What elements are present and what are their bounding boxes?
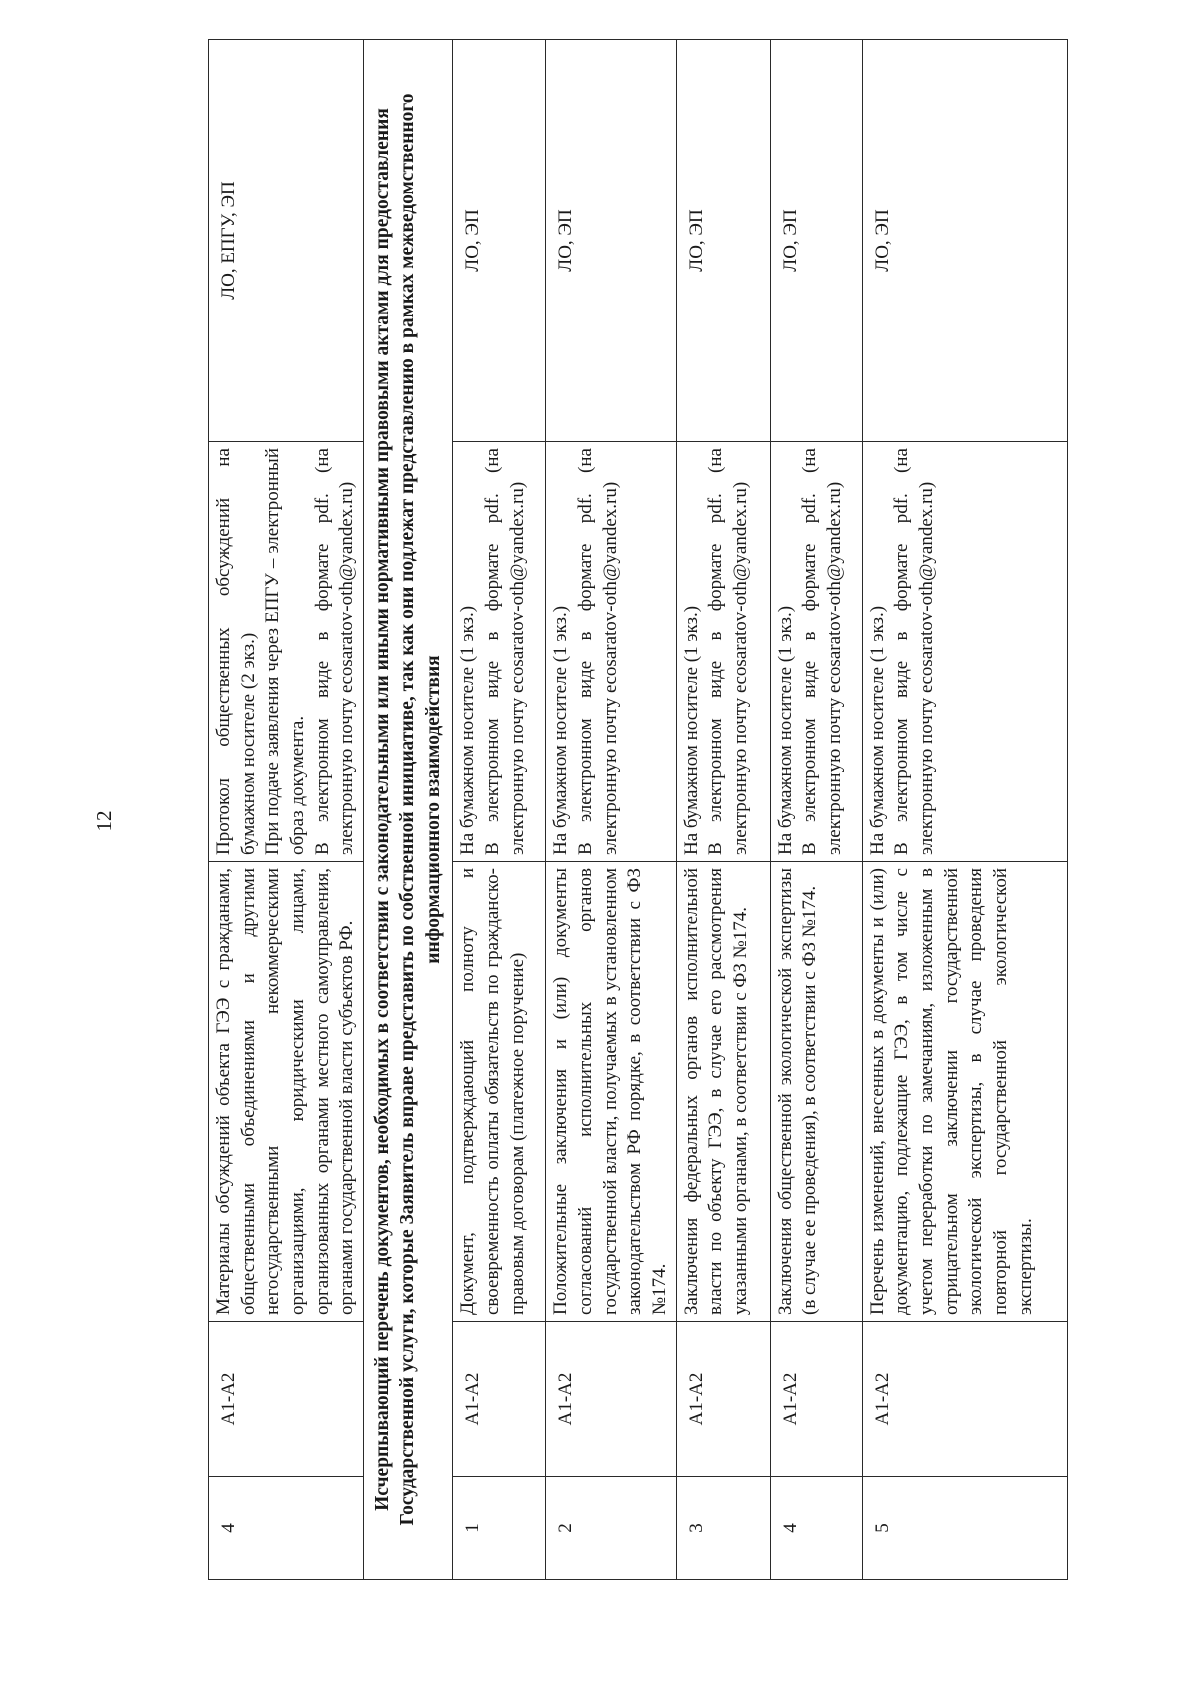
page-number: 12	[92, 810, 116, 832]
table-row	[453, 40, 546, 1580]
submission-format: ЛО, ЭП	[676, 40, 770, 442]
table-row-top	[209, 40, 364, 1580]
section-heading: Исчерпывающий перечень документов, необходимых в соответствии с законодательными или иными нормативными правовыми актами для предоставления Государственной услуги, которые Заявитель вправе представить по собственной инициативе, так как они подлежат представлению в рамках межведомственного информационного взаимодействия	[364, 40, 453, 1580]
document-requirements	[209, 442, 364, 862]
row-code: А1-А2	[676, 1322, 770, 1477]
rotated-page-content	[208, 40, 1068, 1580]
requirement-line: В электронном виде в формате pdf. (на электронную почту ecosaratov-oth@yandex.ru)	[311, 448, 358, 855]
row-code: А1-А2	[209, 1322, 364, 1477]
submission-format: ЛО, ЭП	[453, 40, 546, 442]
table-row	[676, 40, 770, 1580]
row-number: 2	[546, 1477, 676, 1580]
requirement-line: На бумажном носителе (1 экз.)	[550, 605, 572, 855]
table-row	[770, 40, 862, 1580]
row-code: А1-А2	[862, 1322, 1067, 1477]
requirement-line: В электронном виде в формате pdf. (на электронную почту ecosaratov-oth@yandex.ru)	[481, 448, 528, 855]
row-code: А1-А2	[770, 1322, 862, 1477]
requirement-line: На бумажном носителе (1 экз.)	[774, 605, 796, 855]
submission-format: ЛО, ЕПГУ, ЭП	[209, 40, 364, 442]
requirement-line: На бумажном носителе (1 экз.)	[866, 605, 888, 855]
document-requirements	[862, 442, 1067, 862]
row-code: А1-А2	[453, 1322, 546, 1477]
requirement-line: В электронном виде в формате pdf. (на электронную почту ecosaratov-oth@yandex.ru)	[799, 448, 845, 855]
row-number: 4	[209, 1477, 364, 1580]
row-number: 4	[770, 1477, 862, 1580]
document-requirements	[770, 442, 862, 862]
submission-format: ЛО, ЭП	[770, 40, 862, 442]
document-name: Документ, подтверждающий полноту и своевременность оплаты обязательств по гражданско-правовым договорам (платежное поручение)	[453, 862, 546, 1322]
table-row	[546, 40, 676, 1580]
row-number: 1	[453, 1477, 546, 1580]
document-name: Заключения федеральных органов исполнительной власти по объекту ГЭЭ, в случае его рассмотрения указанными органами, в соответствии с ФЗ №174.	[676, 862, 770, 1322]
requirement-line: На бумажном носителе (1 экз.)	[457, 605, 479, 855]
document-requirements	[676, 442, 770, 862]
requirement-line: В электронном виде в формате pdf. (на электронную почту ecosaratov-oth@yandex.ru)	[891, 448, 937, 855]
document-requirements	[453, 442, 546, 862]
requirement-line: При подаче заявления через ЕПГУ – электронный образ документа.	[262, 448, 309, 855]
row-number: 3	[676, 1477, 770, 1580]
requirement-line: Протокол общественных обсуждений на бумажном носителе (2 экз.)	[213, 448, 259, 855]
submission-format: ЛО, ЭП	[546, 40, 676, 442]
submission-format: ЛО, ЭП	[862, 40, 1067, 442]
table-row	[862, 40, 1067, 1580]
document-name: Материалы обсуждений объекта ГЭЭ с гражданами, общественными объединениями и другими негосударственными некоммерческими организациями, юридическими лицами, организованных органами местного самоуправления, органами государственной власти субъектов РФ.	[209, 862, 364, 1322]
section-heading-row	[364, 40, 453, 1580]
document-name: Положительные заключения и (или) документы согласований исполнительных органов государственной власти, получаемых в установленном законодательством РФ порядке, в соответствии с ФЗ №174.	[546, 862, 676, 1322]
row-code: А1-А2	[546, 1322, 676, 1477]
document-name: Заключения общественной экологической экспертизы (в случае ее проведения), в соответствии с ФЗ №174.	[770, 862, 862, 1322]
documents-table	[208, 39, 1068, 1580]
requirement-line: В электронном виде в формате pdf. (на электронную почту ecosaratov-oth@yandex.ru)	[574, 448, 621, 855]
requirement-line: На бумажном носителе (1 экз.)	[680, 605, 702, 855]
document-requirements	[546, 442, 676, 862]
requirement-line: В электронном виде в формате pdf. (на электронную почту ecosaratov-oth@yandex.ru)	[705, 448, 751, 855]
document-name: Перечень изменений, внесенных в документы и (или) документацию, подлежащие ГЭЭ, в том числе с учетом переработки по замечаниям, изложенным в отрицательном заключении государственной экологической экспертизы, в случае проведения повторной государственной экологической экспертизы.	[862, 862, 1067, 1322]
row-number: 5	[862, 1477, 1067, 1580]
